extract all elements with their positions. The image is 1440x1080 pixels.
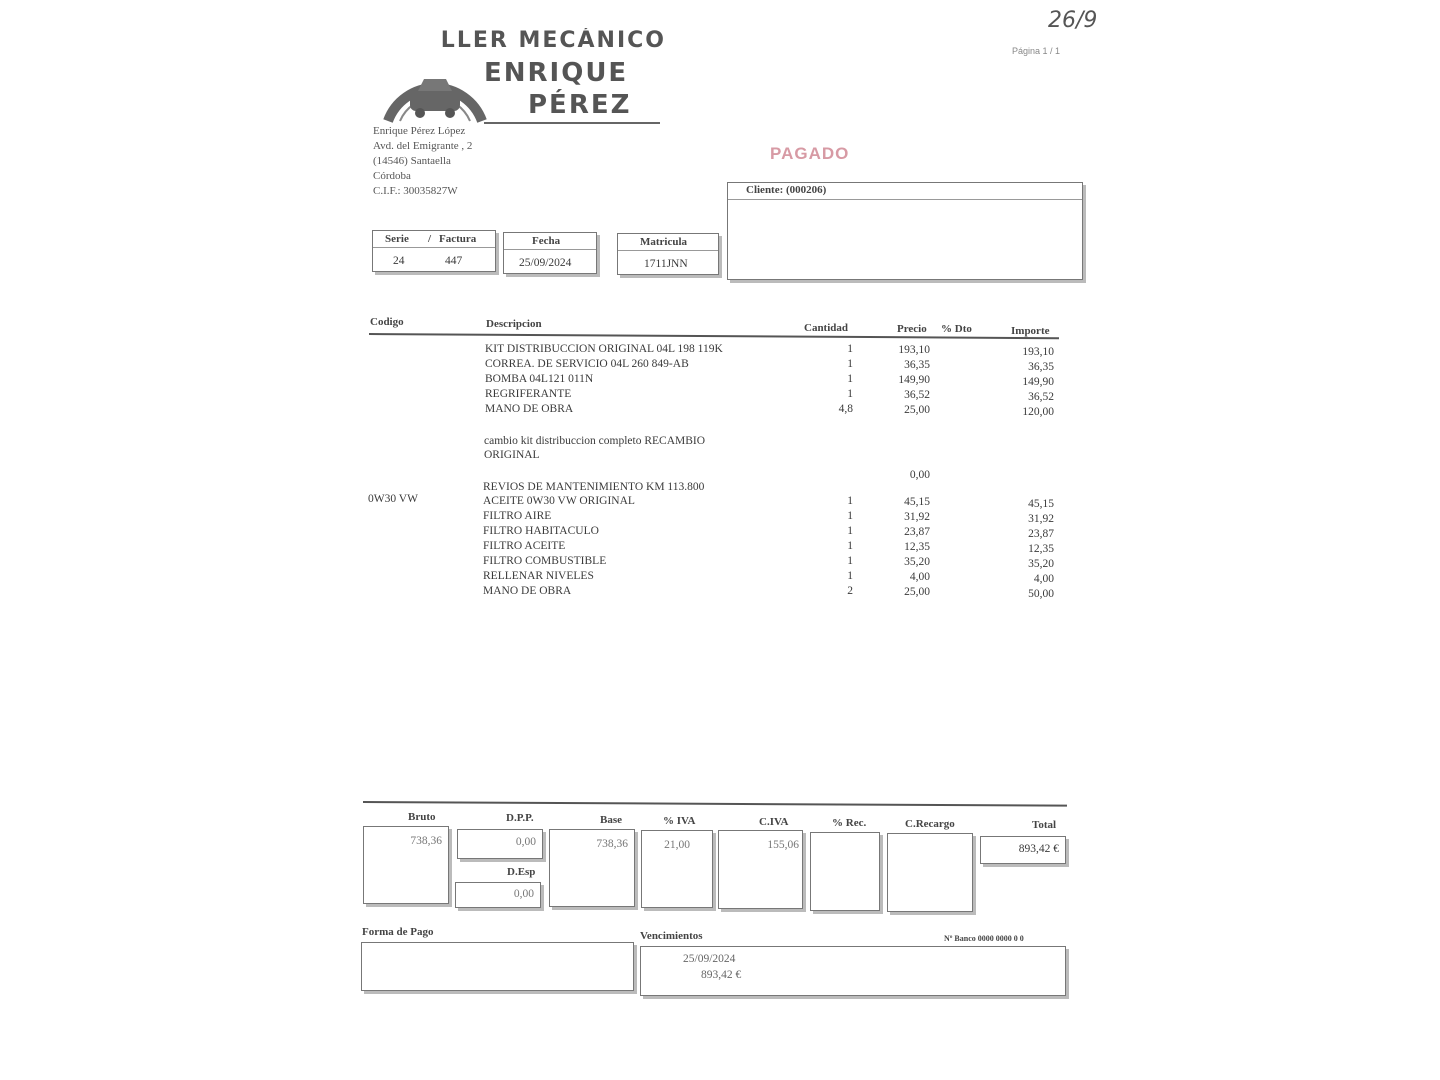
total-box: [980, 836, 1066, 864]
item-description: FILTRO AIRE: [483, 510, 552, 522]
serie-value: 24: [393, 255, 405, 267]
vencimientos-box: [640, 946, 1066, 996]
forma-pago-box: [361, 942, 634, 991]
rec-box: [810, 832, 880, 911]
item-quantity: 1: [847, 540, 853, 552]
total-value: 893,42 €: [1018, 843, 1059, 855]
item-price: 45,15: [904, 496, 930, 508]
matricula-value: 1711JNN: [644, 258, 688, 270]
item-note-line1: cambio kit distribuccion completo RECAMBIO: [484, 435, 706, 447]
item-total: 23,87: [1028, 528, 1054, 540]
client-divider: [728, 199, 1082, 200]
item-quantity: 4,8: [838, 403, 853, 415]
item-price: 12,35: [904, 541, 930, 553]
bruto-value: 738,36: [410, 835, 442, 847]
crec-label: C.Recargo: [905, 818, 955, 830]
item-quantity: 1: [847, 570, 853, 582]
item-total: 193,10: [1022, 346, 1054, 358]
item-description: FILTRO HABITACULO: [483, 525, 599, 537]
item-description: MANO DE OBRA: [485, 403, 574, 415]
item-description: KIT DISTRIBUCCION ORIGINAL 04L 198 119K: [485, 343, 723, 355]
item-quantity: 1: [847, 525, 853, 537]
company-street: Avd. del Emigrante , 2: [373, 140, 473, 152]
item-price: 149,90: [898, 374, 930, 386]
bank-label: Nº Banco 0000 0000 0 0: [944, 934, 1024, 943]
logo-underline: [484, 122, 660, 124]
matricula-box: [617, 233, 719, 275]
maintenance-title: REVIOS DE MANTENIMIENTO KM 113.800: [483, 481, 705, 493]
civa-label: C.IVA: [759, 816, 789, 828]
factura-value: 447: [445, 255, 463, 267]
paid-stamp: PAGADO: [770, 144, 850, 163]
desp-value: 0,00: [513, 888, 534, 900]
item-total: 4,00: [1033, 573, 1054, 585]
item-total: 36,52: [1028, 391, 1054, 403]
company-address: [373, 124, 472, 199]
venc-date: 25/09/2024: [683, 953, 736, 965]
client-label: Cliente: (000206): [746, 184, 827, 196]
vencimientos-label: Vencimientos: [640, 930, 703, 942]
item-note-line2: ORIGINAL: [484, 449, 540, 461]
item-description: FILTRO COMBUSTIBLE: [483, 555, 607, 567]
iva-label: % IVA: [663, 815, 696, 827]
maintenance-code: 0W30 VW: [368, 493, 418, 505]
col-codigo: Codigo: [370, 316, 404, 328]
page-label: Página 1 / 1: [1012, 46, 1061, 56]
item-price: 25,00: [904, 586, 930, 598]
dpp-value: 0,00: [515, 836, 536, 848]
item-total: 12,35: [1028, 543, 1054, 555]
col-cantidad: Cantidad: [804, 322, 849, 334]
col-descripcion: Descripcion: [486, 318, 542, 330]
item-price: 36,35: [904, 359, 930, 371]
item-price: 193,10: [898, 344, 930, 356]
item-description: BOMBA 04L121 011N: [485, 373, 594, 385]
dpp-box: [457, 829, 543, 859]
item-quantity: 2: [847, 585, 853, 597]
col-dto: % Dto: [941, 323, 972, 335]
item-quantity: 1: [847, 388, 853, 400]
item-description: RELLENAR NIVELES: [483, 570, 594, 582]
company-province: Córdoba: [373, 170, 411, 182]
item-price: 35,20: [904, 556, 930, 568]
zero-price: 0,00: [909, 469, 930, 481]
col-importe: Importe: [1011, 325, 1050, 337]
serie-label: Serie: [385, 233, 409, 245]
base-label: Base: [600, 814, 622, 826]
item-price: 23,87: [904, 526, 930, 538]
item-description: MANO DE OBRA: [483, 585, 572, 597]
base-box: [549, 829, 635, 907]
total-label: Total: [1032, 819, 1057, 831]
crec-box: [887, 833, 973, 912]
handwritten-note: 26/9: [1048, 8, 1098, 33]
item-description: ACEITE 0W30 VW ORIGINAL: [483, 495, 635, 507]
item-price: 25,00: [904, 404, 930, 416]
item-price: 4,00: [909, 571, 930, 583]
item-total: 45,15: [1028, 498, 1054, 510]
fecha-box: [503, 232, 597, 274]
col-precio: Precio: [897, 323, 927, 335]
factura-label: Factura: [439, 233, 477, 245]
company-logo: [380, 28, 670, 128]
item-quantity: 1: [847, 555, 853, 567]
iva-box: [641, 830, 713, 908]
item-total: 36,35: [1028, 361, 1054, 373]
company-cif: C.I.F.: 30035827W: [373, 185, 458, 197]
civa-box: [718, 830, 803, 909]
desp-box: [455, 882, 541, 908]
serie-factura-box: [372, 230, 496, 272]
item-quantity: 1: [847, 495, 853, 507]
civa-value: 155,06: [767, 839, 799, 851]
company-city: (14546) Santaella: [373, 155, 451, 167]
base-value: 738,36: [596, 838, 628, 850]
company-owner: Enrique Pérez López: [373, 125, 466, 137]
logo-line3: PÉREZ: [528, 90, 632, 120]
item-total: 31,92: [1028, 513, 1054, 525]
item-total: 50,00: [1028, 588, 1054, 600]
iva-value: 21,00: [664, 839, 690, 851]
logo-line2: ENRIQUE: [484, 58, 629, 88]
item-total: 149,90: [1022, 376, 1054, 388]
serie-sep: /: [428, 233, 432, 245]
fecha-label: Fecha: [532, 235, 561, 247]
rec-label: % Rec.: [832, 817, 867, 829]
venc-amount: 893,42 €: [701, 969, 742, 981]
item-description: FILTRO ACEITE: [483, 540, 566, 552]
bruto-label: Bruto: [408, 811, 436, 823]
logo-line1: LLER MECÁNICO: [440, 28, 666, 53]
client-box: [727, 182, 1083, 280]
fecha-value: 25/09/2024: [519, 257, 572, 269]
item-price: 36,52: [904, 389, 930, 401]
item-quantity: 1: [847, 373, 853, 385]
dpp-label: D.P.P.: [506, 812, 534, 824]
item-price: 31,92: [904, 511, 930, 523]
item-description: REGRIFERANTE: [485, 388, 572, 400]
item-description: CORREA. DE SERVICIO 04L 260 849-AB: [485, 358, 689, 370]
bruto-box: [363, 826, 449, 904]
matricula-label: Matricula: [640, 236, 688, 248]
desp-label: D.Esp: [507, 866, 536, 878]
item-quantity: 1: [847, 343, 853, 355]
item-quantity: 1: [847, 358, 853, 370]
item-total: 120,00: [1022, 406, 1054, 418]
forma-pago-label: Forma de Pago: [362, 926, 434, 938]
item-total: 35,20: [1028, 558, 1054, 570]
item-quantity: 1: [847, 510, 853, 522]
totals-rule: [363, 801, 1067, 807]
